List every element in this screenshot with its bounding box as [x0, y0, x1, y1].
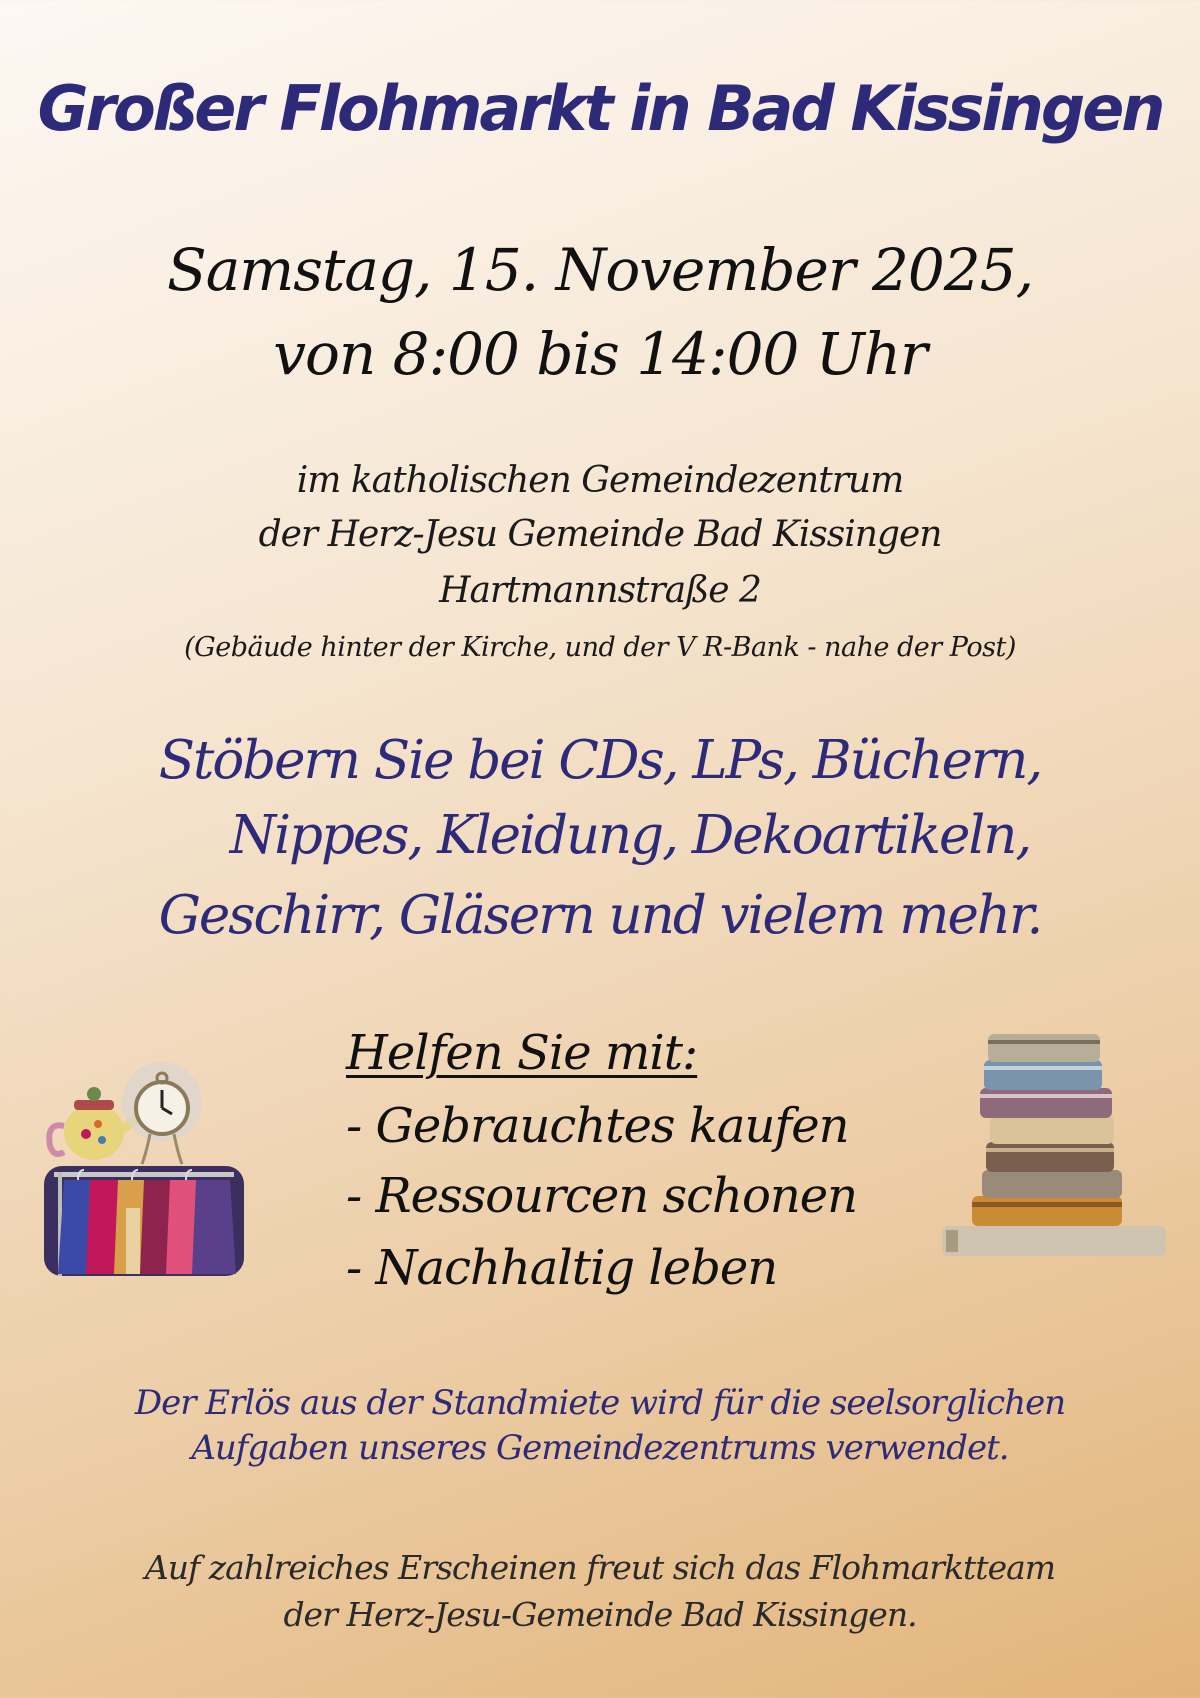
closing-line-1: Auf zahlreiches Erscheinen freut sich das Flohmarktteam — [144, 1548, 1056, 1587]
location-line-2: der Herz-Jesu Gemeinde Bad Kissingen — [258, 514, 942, 555]
proceeds-line-1: Der Erlös aus der Standmiete wird für die seelsorglichen — [134, 1383, 1066, 1423]
event-date: Samstag, 15. November 2025, — [166, 236, 1034, 304]
event-time: von 8:00 bis 14:00 Uhr — [273, 320, 927, 388]
help-item: - Nachhaltig leben — [346, 1240, 778, 1296]
browse-line-1: Stöbern Sie bei CDs, LPs, Büchern, — [158, 730, 1042, 791]
closing-line-2: der Herz-Jesu-Gemeinde Bad Kissingen. — [283, 1595, 917, 1634]
flyer-title: Großer Flohmarkt in Bad Kissingen — [37, 72, 1163, 145]
book-stack-icon — [942, 1030, 1168, 1262]
browse-line-3: Geschirr, Gläsern und vielem mehr. — [158, 885, 1042, 946]
proceeds-line-2: Aufgaben unseres Gemeindezentrums verwendet. — [191, 1428, 1009, 1468]
location-line-1: im katholischen Gemeindezentrum — [296, 460, 904, 501]
help-item: - Ressourcen schonen — [346, 1168, 858, 1224]
help-item: - Gebrauchtes kaufen — [346, 1098, 849, 1154]
help-heading: Helfen Sie mit: — [346, 1025, 698, 1081]
flea-market-collage-icon — [40, 1048, 250, 1278]
location-address: Hartmannstraße 2 — [439, 570, 761, 611]
browse-line-2: Nippes, Kleidung, Dekoartikeln, — [229, 805, 1031, 866]
location-note: (Gebäude hinter der Kirche, und der V R-Bank - nahe der Post) — [184, 632, 1016, 663]
